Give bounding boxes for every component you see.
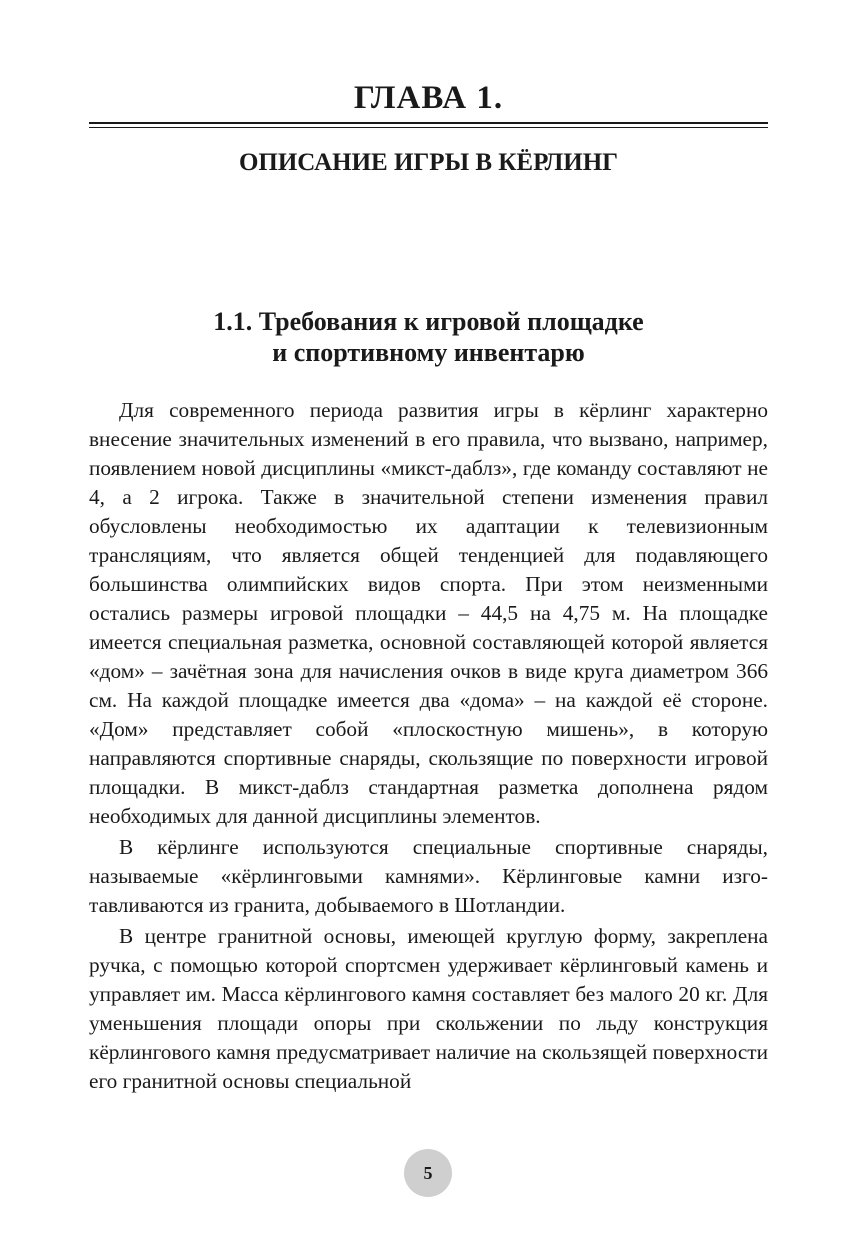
chapter-title: ГЛАВА 1. (353, 80, 504, 116)
section-heading-line-2: и спортивному инвентарю (272, 338, 585, 367)
paragraph: В кёрлинге используются специальные спортивные снаряды, называемые «кёрлинговыми камнями». Кёрлинговые камни изготавливаются из гранита, добываемого в Шотландии. (89, 835, 768, 917)
section-heading-line-1: 1.1. Требования к игровой площадке (213, 307, 644, 336)
paragraph: Для современного периода развития игры в кёрлинг характерно внесение значительных изменений в его правила, что вызвано, например, появлением новой дисциплины «микст-даблз», где команду составляют не 4, а 2 игрока. Также в значительной степени изменения правил обусловлены необходимостью их адаптации к телевизионным трансляциям, что является общей тенденцией для подавляющего большинства олимпийских видов спорта. При этом неизменными остались размеры игровой площадки – 44,5 на 4,75 м. На площадке имеется специальная разметка, основной составляющей которой является «дом» – зачётная зона для начисления очков в виде круга диаметром 366 см. На каждой площадке имеется два «дома» – на каждой её стороне. «Дом» представляет собой «плоскостную мишень», в которую направляются спортивные снаряды, скользящие по поверхности игровой площадки. В микст-даблз стандартная разметка дополнена рядом необходимых для данной дисциплины элементов. (89, 398, 768, 828)
section-heading (0, 306, 857, 368)
paragraph: В центре гранитной основы, имеющей круглую форму, закреплена ручка, с помощью которой спортсмен удерживает кёрлинговый камень и управляет им. Масса кёрлингового камня составляет без малого 20 кг. Для уменьшения площади опоры при скольжении по льду конструкция кёрлингового камня предусматривает наличие на скользящей поверхности его гранитной основы специальной (89, 924, 768, 1093)
page-number: 5 (404, 1149, 452, 1197)
chapter-subtitle: ОПИСАНИЕ ИГРЫ В КЁРЛИНГ (238, 149, 619, 176)
body-text (89, 396, 768, 1096)
chapter-divider (89, 122, 768, 128)
